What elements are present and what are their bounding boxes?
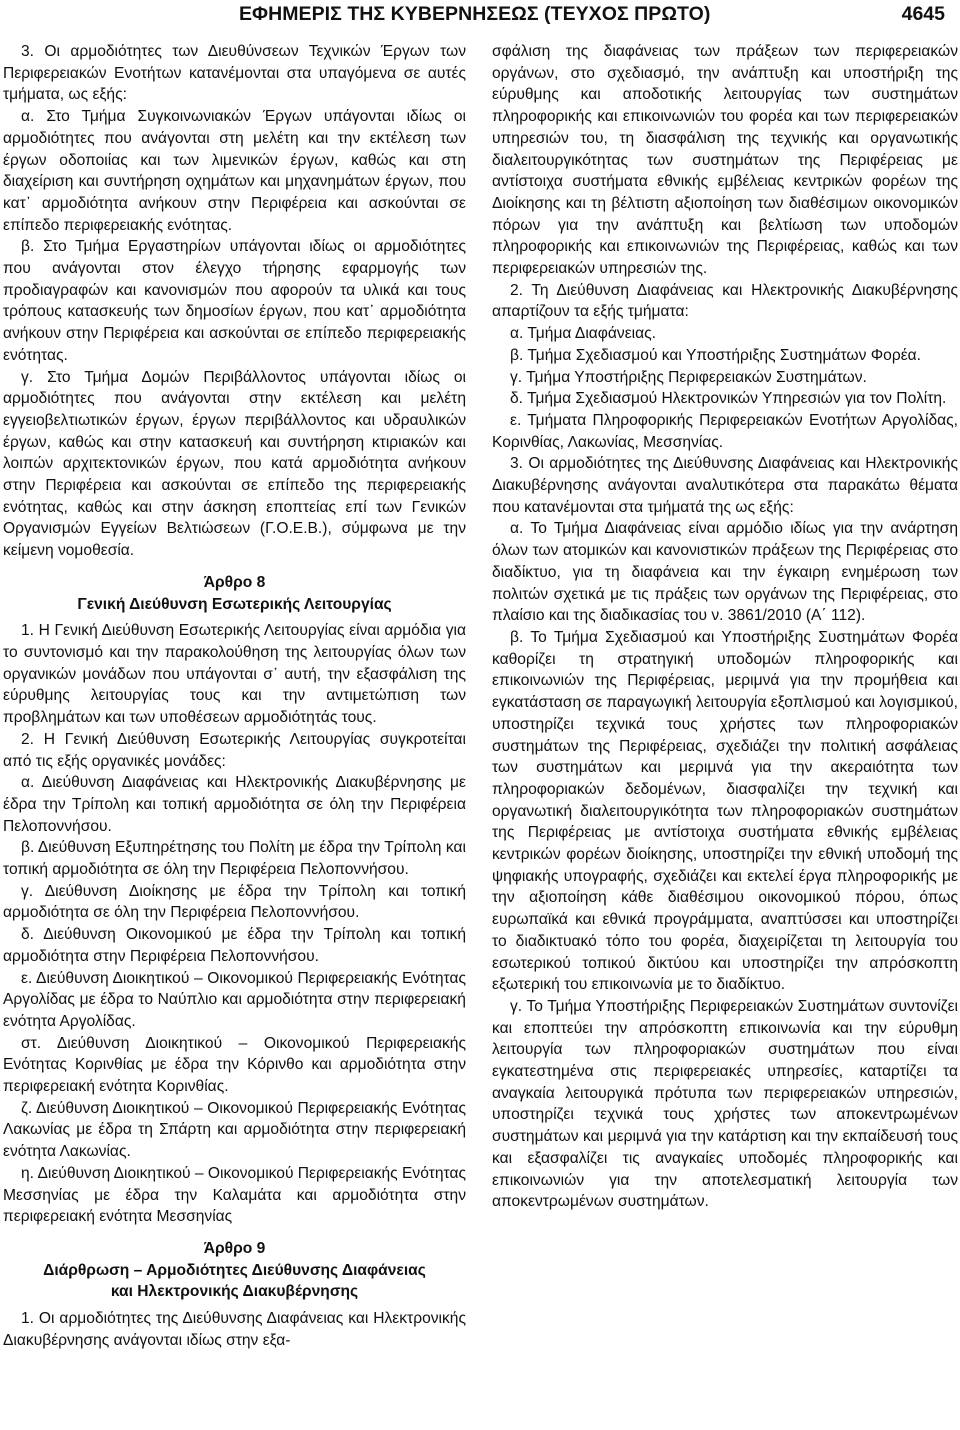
paragraph: στ. Διεύθυνση Διοικητικού – Οικονομικού Περιφερειακής Ενότητας Κορινθίας με έδρα την Κόρινθο και αρμοδιότητα στην περιφερειακή ενότητα Κορινθίας.	[3, 1034, 466, 1096]
paragraph: γ. Τμήμα Υποστήριξης Περιφερειακών Συστημάτων.	[510, 368, 867, 386]
paragraph: γ. Το Τμήμα Υποστήριξης Περιφερειακών Συστημάτων συντονίζει και εποπτεύει την απρόσκοπτη επικοινωνία και την εύρυθμη λειτουργία των πληροφοριακών συστημάτων που είναι εγκατεστημένα στις περιφερειακές υπηρεσίες, καταρτίζει τα αναγκαία λειτουργικά πρότυπα των περιφερειακών υπηρεσιών, υποστηρίζει τεχνικά τους χρήστες των αποκεντρωμένων συστημάτων και μεριμνά για την κατάρτιση και την εκπαίδευσή τους και εξασφαλίζει τις αναγκαίες υποδομές πληροφορικής και επικοινωνιών για την αποτελεσματική λειτουργία των αποκεντρωμένων συστημάτων.	[492, 997, 958, 1211]
paragraph: 1. Οι αρμοδιότητες της Διεύθυνσης Διαφάνειας και Ηλεκτρονικής Διακυβέρνησης ανάγονται ιδίως στην εξα-	[3, 1310, 466, 1349]
paragraph: β. Το Τμήμα Σχεδιασμού και Υποστήριξης Συστημάτων Φορέα καθορίζει τη στρατηγική υποδομών πληροφορικής και επικοινωνιών της Περιφέρειας, μεριμνά για την προμήθεια και εγκατάσταση σε παραγωγική λειτουργία εξοπλισμού και λογισμικού, υποστηρίζει τεχνικά τους χρήστες των πληροφοριακών συστημάτων της Περιφέρειας, σχεδιάζει την πολιτική ασφάλειας των συστημάτων και μεριμνά για την ακεραιότητα των πληροφοριακών δεδομένων, διασφαλίζει την τεχνική και οργανωτική διαλειτουργικότητα των πληροφοριακών συστημάτων της Περιφέρειας με αντίστοιχα συστήματα εθνικής εμβέλειας κεντρικών φορέων διοίκησης, υποστηρίζει την εθνική υποδομή της ψηφιακής υπογραφής, σχεδιάζει και εκτελεί έργα πληροφορικής με την αξιοποίηση κάθε διαθέσιμου οικονομικού πόρου, όπως ευρωπαϊκά και εθνικά προγράμματα, αναπτύσσει και υποστηρίζει το διαδικτυακό τόπο του φορέα, διαχειρίζεται τη λειτουργία του εσωτερικού τοπικού δικτύου και υποστηρίζει την απρόσκοπτη εξωτερική του επικοινωνία με το διαδίκτυο.	[492, 628, 958, 994]
paragraph: 3. Οι αρμοδιότητες των Διευθύνσεων Τεχνικών Έργων των Περιφερειακών Ενοτήτων κατανέμονται στα υπαγόμενα σε αυτές τμήματα, ως εξής:	[3, 43, 466, 104]
paragraph: β. Διεύθυνση Εξυπηρέτησης του Πολίτη με έδρα την Τρίπολη και τοπική αρμοδιότητα σε όλη την Περιφέρεια Πελοποννήσου.	[3, 839, 466, 879]
page-number: 4645	[901, 3, 945, 25]
paragraph: γ. Στο Τμήμα Δομών Περιβάλλοντος υπάγονται ιδίως οι αρμοδιότητες που ανάγονται στην εκτέλεση και μελέτη εγγειοβελτιωτικών έργων, έργων περιβάλλοντος και υδραυλικών έργων, καθώς και στην κατασκευή και συντήρηση κτιριακών και λοιπών αρχιτεκτονικών έργων, που κατά αρμοδιότητα ανήκουν στην Περιφέρεια και ασκούνται σε επίπεδο της περιφερειακής ενότητας, καθώς και στην άσκηση εποπτείας επί των Γενικών Οργανισμών Εγγείων Βελτιώσεων (Γ.Ο.Ε.Β.), σύμφωνα με την κείμενη νομοθεσία.	[3, 368, 466, 560]
paragraph: γ. Διεύθυνση Διοίκησης με έδρα την Τρίπολη και τοπική αρμοδιότητα σε όλη την Περιφέρεια Πελοποννήσου.	[3, 882, 466, 922]
gazette-title: ΕΦΗΜΕΡΙΣ ΤΗΣ ΚΥΒΕΡΝΗΣΕΩΣ (ΤΕΥΧΟΣ ΠΡΩΤΟ)	[239, 3, 711, 25]
article-8-title: Γενική Διεύθυνση Εσωτερικής Λειτουργίας	[77, 595, 392, 613]
paragraph: 2. Τη Διεύθυνση Διαφάνειας και Ηλεκτρονικής Διακυβέρνησης απαρτίζουν τα εξής τμήματα:	[492, 281, 958, 321]
paragraph: δ. Διεύθυνση Οικονομικού με έδρα την Τρίπολη και τοπική αρμοδιότητα στην Περιφέρεια Πελοποννήσου.	[3, 926, 466, 965]
paragraph: 2. Η Γενική Διεύθυνση Εσωτερικής Λειτουργίας συγκροτείται από τις εξής οργανικές μονάδες:	[3, 730, 466, 770]
paragraph: ε. Διεύθυνση Διοικητικού – Οικονομικού Περιφερειακής Ενότητας Αργολίδας με έδρα το Ναύπλιο και αρμοδιότητα στην περιφερειακή ενότητα Αργολίδας.	[3, 969, 466, 1030]
paragraph: δ. Τμήμα Σχεδιασμού Ηλεκτρονικών Υπηρεσιών για τον Πολίτη.	[510, 390, 947, 408]
paragraph: α. Το Τμήμα Διαφάνειας είναι αρμόδιο ιδίως για την ανάρτηση όλων των ατομικών και κανονιστικών πράξεων της Περιφέρειας στο διαδίκτυο, για τη διαφάνεια και την έγκαιρη ενημέρωση των πολιτών σχετικά με τις πράξεις των οργάνων της Περιφέρειας, στο πλαίσιο και της διαδικασίας του ν. 3861/2010 (Α΄ 112).	[492, 520, 958, 625]
paragraph: α. Διεύθυνση Διαφάνειας και Ηλεκτρονικής Διακυβέρνησης με έδρα την Τρίπολη και τοπική αρμοδιότητα σε όλη την Περιφέρεια Πελοποννήσου.	[3, 774, 466, 835]
article-9-title-line-1: Διάρθρωση – Αρμοδιότητες Διεύθυνσης Διαφάνειας	[43, 1261, 426, 1279]
paragraph-continued: σφάλιση της διαφάνειας των πράξεων των περιφερειακών οργάνων, στο σχεδιασμό, την ανάπτυξη και υποστήριξη της εύρυθμης και αποδοτικής λειτουργίας των συστημάτων πληροφορικής και επικοινωνιών του φορέα και των περιφερειακών υπηρεσιών του, τη διασφάλιση της τεχνικής και οργανωτικής διαλειτουργικότητας των συστημάτων της Περιφέρειας με αντίστοιχα συστήματα εθνικής εμβέλειας κεντρικών φορέων της Διοίκησης και τη βέλτιστη αξιοποίηση των διαθέσιμων οικονομικών πόρων για την ανάπτυξη και βελτίωση των υποδομών πληροφορικής και επικοινωνιών της Περιφέρειας, καθώς και των περιφερειακών υπηρεσιών της.	[492, 43, 958, 278]
paragraph: 1. Η Γενική Διεύθυνση Εσωτερικής Λειτουργίας είναι αρμόδια για το συντονισμό και την παρακολούθηση της λειτουργίας όλων των οργανικών μονάδων που υπάγονται σ᾽ αυτή, την εξασφάλιση της εύρυθμης λειτουργίας τους και την αντιμετώπιση των προβλημάτων και των υποθέσεων αρμοδιότητάς τους.	[3, 622, 466, 727]
paragraph: β. Τμήμα Σχεδιασμού και Υποστήριξης Συστημάτων Φορέα.	[510, 346, 921, 364]
article-8-number: Άρθρο 8	[203, 573, 266, 591]
paragraph: 3. Οι αρμοδιότητες της Διεύθυνσης Διαφάνειας και Ηλεκτρονικής Διακυβέρνησης ανάγονται αναλυτικότερα στα παρακάτω θέματα που κατανέμονται στα τμήματά της ως εξής:	[492, 455, 958, 516]
left-column	[3, 41, 466, 1351]
article-9-number: Άρθρο 9	[203, 1239, 266, 1257]
article-9-title-line-2: και Ηλεκτρονικής Διακυβέρνησης	[110, 1283, 359, 1301]
paragraph: ζ. Διεύθυνση Διοικητικού – Οικονομικού Περιφερειακής Ενότητας Λακωνίας με έδρα τη Σπάρτη και αρμοδιότητα στην περιφερειακή ενότητα Λακωνίας.	[3, 1099, 466, 1161]
paragraph: α. Τμήμα Διαφάνειας.	[510, 325, 657, 343]
paragraph: ε. Τμήματα Πληροφορικής Περιφερειακών Ενοτήτων Αργολίδας, Κορινθίας, Λακωνίας, Μεσσηνίας.	[492, 411, 958, 451]
right-column	[492, 41, 958, 1213]
paragraph: β. Στο Τμήμα Εργαστηρίων υπάγονται ιδίως οι αρμοδιότητες που ανάγονται στον έλεγχο τήρησης εφαρμογής των προδιαγραφών και κανονισμών που αφορούν τα υλικά και τους τρόπους κατασκευής των δημοσίων έργων, που κατ᾽ αρμοδιότητα ανήκουν στην Περιφέρεια και ασκούνται σε επίπεδο περιφερειακής ενότητας.	[3, 238, 466, 364]
paragraph: η. Διεύθυνση Διοικητικού – Οικονομικού Περιφερειακής Ενότητας Μεσσηνίας με έδρα την Καλαμάτα και αρμοδιότητα στην περιφερειακή ενότητα Μεσσηνίας	[3, 1164, 466, 1226]
paragraph: α. Στο Τμήμα Συγκοινωνιακών Έργων υπάγονται ιδίως οι αρμοδιότητες που ανάγονται στη μελέτη και την εκτέλεση των έργων οδοποιίας και των λιμενικών έργων, καθώς και στη διαχείριση και συντήρηση οχημάτων και μηχανημάτων έργων, που κατ᾽ αρμοδιότητα ανήκουν στην Περιφέρεια και ασκούνται σε επίπεδο περιφερειακής ενότητας.	[3, 108, 466, 234]
